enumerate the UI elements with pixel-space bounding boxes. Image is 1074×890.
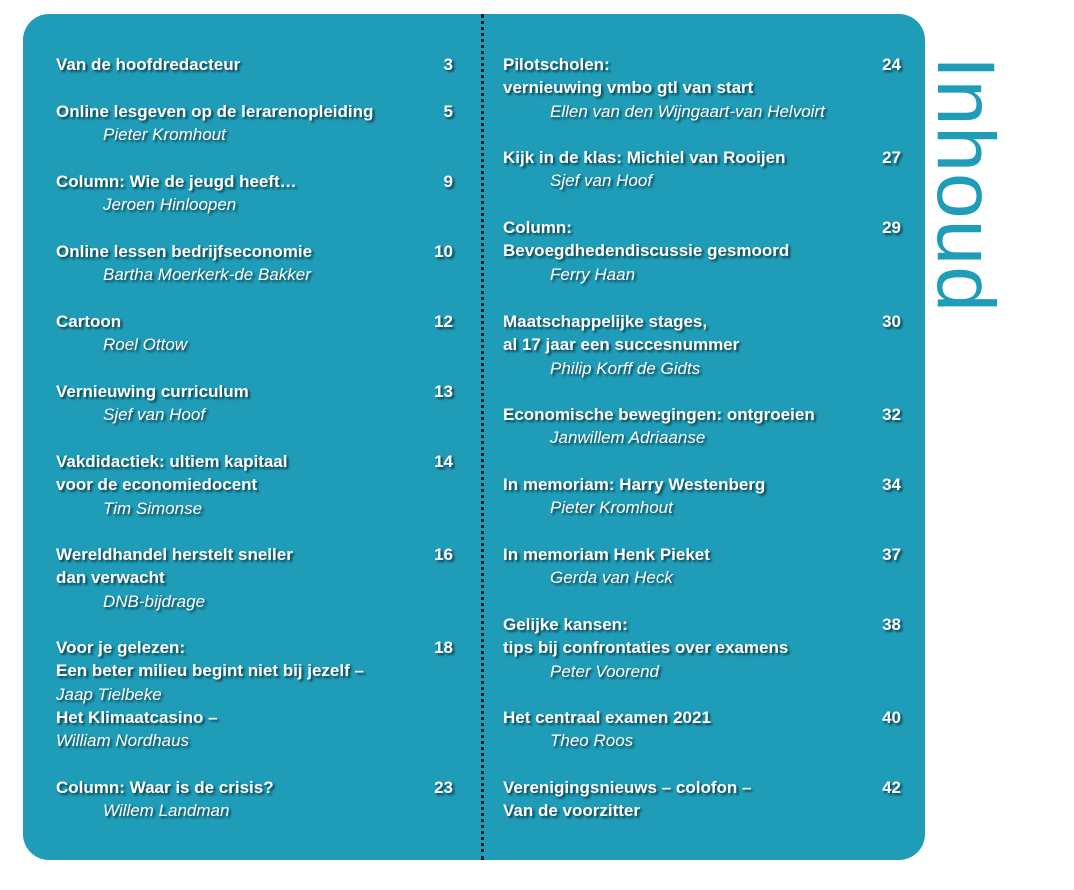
toc-entry-vakdidactiek[interactable] [56,450,453,520]
entry-author: Ferry Haan [550,264,636,284]
entry-title: Column: [503,218,572,237]
toc-entry-verenigingsnieuws[interactable] [503,776,901,823]
entry-title: Cartoon [56,312,122,331]
entry-page: 9 [443,172,453,191]
entry-page: 12 [434,312,453,331]
entry-page: 13 [434,382,453,401]
toc-entry-memoriam-pieket[interactable] [503,543,901,590]
entry-title: Vakdidactiek: ultiem kapitaal [56,452,288,471]
toc-entry-hoofdredacteur[interactable] [56,53,453,76]
entry-author: Philip Korff de Gidts [550,358,701,378]
entry-author-2: William Nordhaus [56,731,190,751]
entry-title-line-2: Een beter milieu begint niet bij jezelf – [56,661,364,681]
entry-page: 30 [882,312,901,331]
entry-author: DNB-bijdrage [103,591,206,611]
entry-page: 10 [434,242,453,261]
entry-page: 16 [434,545,453,564]
entry-page: 32 [882,405,901,424]
entry-author: Willem Landman [103,801,230,821]
entry-title-line-2: al 17 jaar een succesnummer [503,335,740,355]
entry-page: 42 [882,778,901,797]
entry-author: Sjef van Hoof [550,171,653,191]
toc-entry-bevoegdheden[interactable] [503,216,901,286]
toc-entry-wereldhandel[interactable] [56,543,453,613]
column-divider [481,14,484,860]
entry-title-line-2: tips bij confrontaties over examens [503,638,789,658]
toc-entry-column-jeugd[interactable] [56,170,453,217]
entry-title: In memoriam Henk Pieket [503,545,710,564]
entry-title-line-2: dan verwacht [56,568,165,588]
entry-page: 23 [434,778,453,797]
toc-entry-curriculum[interactable] [56,380,453,427]
entry-title: Pilotscholen: [503,55,610,74]
entry-author: Ellen van den Wijngaart-van Helvoirt [550,101,825,121]
entry-title: Vernieuwing curriculum [56,382,249,401]
toc-entry-bedrijfseconomie[interactable] [56,240,453,287]
toc-entry-economische-bewegingen[interactable] [503,403,901,450]
entry-title: Het centraal examen 2021 [503,708,711,727]
entry-title-line-2: Van de voorzitter [503,801,640,821]
entry-author: Gerda van Heck [550,568,673,588]
entry-title: Maatschappelijke stages, [503,312,708,331]
entry-author: Roel Ottow [103,335,188,355]
entry-page: 27 [882,148,901,167]
entry-page: 24 [882,55,901,74]
toc-entry-stages[interactable] [503,310,901,380]
entry-title: Economische bewegingen: ontgroeien [503,405,815,424]
entry-title: Verenigingsnieuws – colofon – [503,778,752,797]
entry-page: 14 [434,452,453,471]
toc-entry-column-crisis[interactable] [56,776,453,823]
toc-entry-memoriam-westenberg[interactable] [503,473,901,520]
toc-entry-centraal-examen[interactable] [503,706,901,753]
entry-page: 38 [882,615,901,634]
entry-author: Jeroen Hinloopen [103,195,237,215]
toc-entry-voor-je-gelezen[interactable] [56,636,453,752]
entry-author: Tim Simonse [103,498,203,518]
entry-title: In memoriam: Harry Westenberg [503,475,766,494]
entry-title: Online lessen bedrijfseconomie [56,242,313,261]
entry-title: Column: Wie de jeugd heeft… [56,172,297,191]
entry-page: 37 [882,545,901,564]
entry-author: Theo Roos [550,731,634,751]
entry-title: Voor je gelezen: [56,638,186,657]
entry-title: Kijk in de klas: Michiel van Rooijen [503,148,786,167]
entry-page: 40 [882,708,901,727]
entry-subtitle: Het Klimaatcasino – [56,707,218,727]
entry-title: Gelijke kansen: [503,615,628,634]
toc-entry-online-lesgeven[interactable] [56,100,453,147]
entry-title: Van de hoofdredacteur [56,55,241,74]
entry-title-line-2: Bevoegdhedendiscussie gesmoord [503,241,790,261]
entry-author: Janwillem Adriaanse [550,428,706,448]
entry-author: Pieter Kromhout [550,498,673,518]
entry-title-line-2: vernieuwing vmbo gtl van start [503,78,754,98]
entry-title: Wereldhandel herstelt sneller [56,545,293,564]
entry-title-line-2: voor de economiedocent [56,475,258,495]
entry-author: Peter Voorend [550,661,659,681]
entry-page: 5 [443,102,453,121]
entry-author: Sjef van Hoof [103,405,206,425]
toc-entry-kijk-in-de-klas[interactable] [503,146,901,193]
entry-page: 34 [882,475,901,494]
entry-author: Pieter Kromhout [103,125,226,145]
entry-title: Online lesgeven op de lerarenopleiding [56,102,374,121]
entry-author: Jaap Tielbeke [56,684,162,704]
entry-title: Column: Waar is de crisis? [56,778,274,797]
toc-entry-pilotscholen[interactable] [503,53,901,123]
inhoud-heading: Inhoud [920,56,1011,313]
entry-page: 3 [443,55,453,74]
toc-entry-gelijke-kansen[interactable] [503,613,901,683]
entry-author: Bartha Moerkerk-de Bakker [103,265,311,285]
entry-page: 18 [434,638,453,657]
entry-page: 29 [882,218,901,237]
toc-entry-cartoon[interactable] [56,310,453,357]
